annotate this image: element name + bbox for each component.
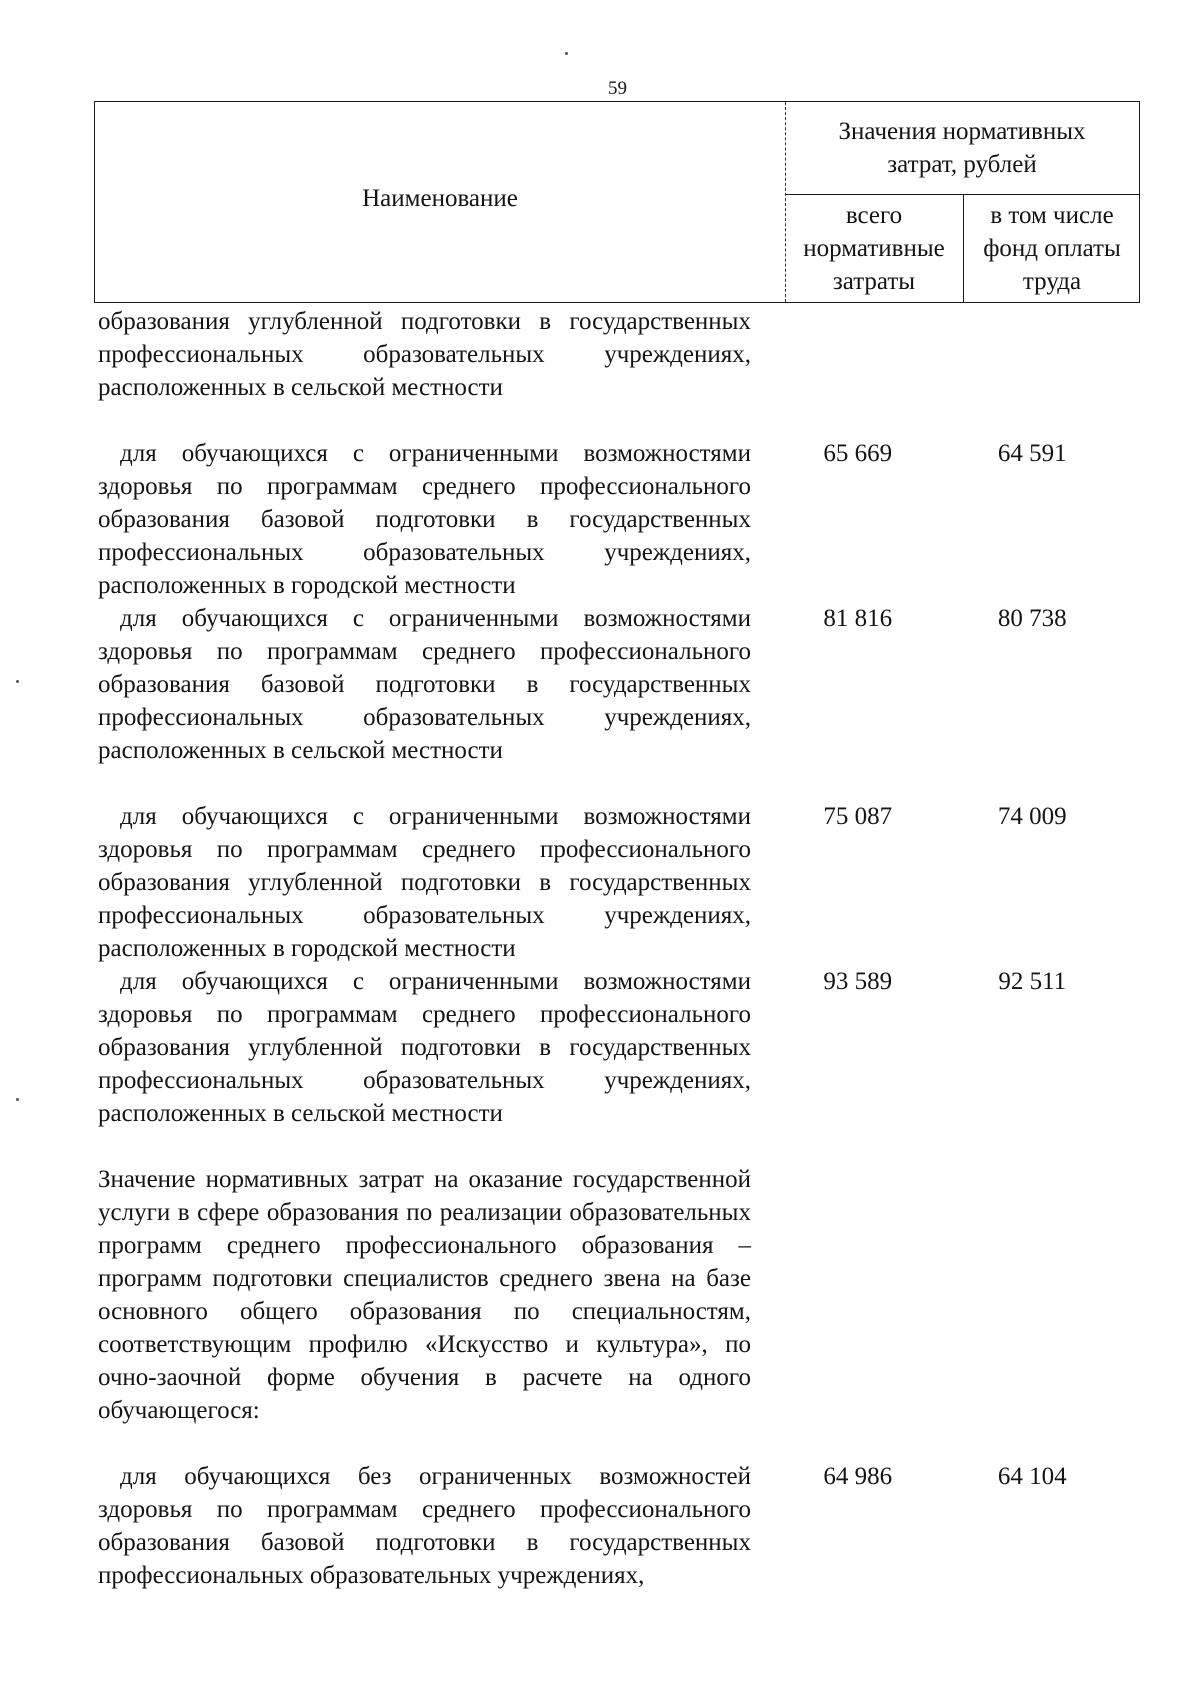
row-wage-value: 80 738 xyxy=(997,605,1067,632)
row-total-value: 65 669 xyxy=(823,440,893,467)
table-row xyxy=(98,800,1118,965)
table-body xyxy=(98,305,1118,1592)
page-number: 59 xyxy=(608,78,627,99)
row-wage-value xyxy=(946,1163,1118,1427)
column-header-values: Значения нормативных затрат, рублей xyxy=(838,118,1086,178)
table-row xyxy=(98,437,1118,602)
table-row xyxy=(98,1163,1118,1427)
row-wage-value: 92 511 xyxy=(998,968,1067,995)
table-header xyxy=(94,101,1140,303)
row-total-value: 75 087 xyxy=(823,803,893,830)
row-description: образования углубленной подготовки в государственных профессиональных образовательных учреждениях, расположенных в сельской местности xyxy=(98,308,751,401)
table-row xyxy=(98,305,1118,404)
row-description: Значение нормативных затрат на оказание государственной услуги в сфере образования по реализации образовательных программ среднего профессионального образования – программ подготовки специалистов среднего звена на базе основного общего образования по специальностям, соответствующим профилю «Искусство и культура», по очно-заочной форме обучения в расчете на одного обучающегося: xyxy=(98,1166,751,1424)
row-wage-value: 64 104 xyxy=(997,1463,1067,1490)
table-row xyxy=(98,602,1118,767)
column-header-wage-fund: в том числе фонд оплаты труда xyxy=(983,201,1121,295)
column-header-total: всего нормативные затраты xyxy=(803,201,945,295)
row-description: для обучающихся без ограниченных возможностей здоровья по программам среднего профессионального образования базовой подготовки в государственных профессиональных образовательных учреждениях, xyxy=(98,1463,751,1589)
row-description: для обучающихся с ограниченными возможностями здоровья по программам среднего профессионального образования базовой подготовки в государственных профессиональных образовательных учреждениях, расположенных в городской местности xyxy=(98,440,751,599)
scan-speck xyxy=(16,1098,19,1101)
row-wage-value: 64 591 xyxy=(997,440,1067,467)
table-row xyxy=(98,965,1118,1130)
row-total-value xyxy=(771,305,944,404)
row-total-value: 93 589 xyxy=(823,968,893,995)
row-total-value: 81 816 xyxy=(823,605,893,632)
row-description: для обучающихся с ограниченными возможностями здоровья по программам среднего профессионального образования базовой подготовки в государственных профессиональных образовательных учреждениях, расположенных в сельской местности xyxy=(98,605,751,764)
row-wage-value: 74 009 xyxy=(997,803,1067,830)
row-wage-value xyxy=(946,305,1118,404)
header-divider xyxy=(963,194,964,302)
table-row xyxy=(98,1460,1118,1592)
row-total-value: 64 986 xyxy=(823,1463,893,1490)
row-total-value xyxy=(771,1163,944,1427)
scan-speck xyxy=(565,52,568,55)
column-header-name: Наименование xyxy=(362,184,518,212)
scan-speck xyxy=(16,680,19,683)
row-description: для обучающихся с ограниченными возможностями здоровья по программам среднего профессионального образования углубленной подготовки в государственных профессиональных образовательных учреждениях, расположенных в городской местности xyxy=(98,803,751,962)
row-description: для обучающихся с ограниченными возможностями здоровья по программам среднего профессионального образования углубленной подготовки в государственных профессиональных образовательных учреждениях, расположенных в сельской местности xyxy=(98,968,751,1127)
